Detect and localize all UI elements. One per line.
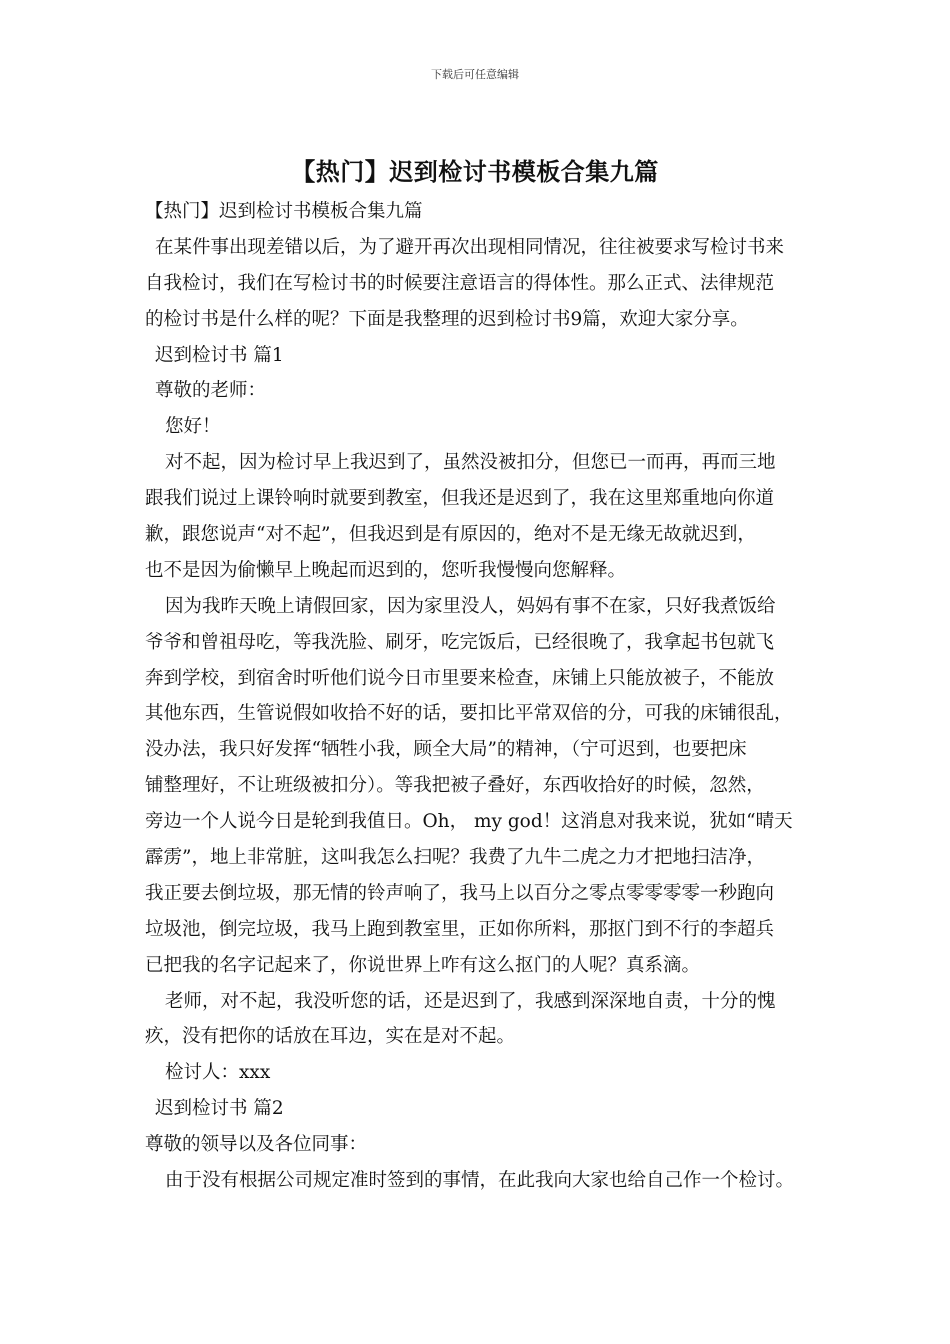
text-line: 跟我们说过上课铃响时就要到教室，但我还是迟到了，我在这里郑重地向你道: [145, 488, 775, 510]
text-line: 疚，没有把你的话放在耳边，实在是对不起。: [145, 1026, 516, 1048]
document-body: [145, 194, 825, 1199]
text-line: 尊敬的老师：: [155, 380, 267, 402]
document-title: 【热门】迟到检讨书模板合集九篇: [291, 157, 659, 186]
header-note: 下载后可任意编辑: [431, 68, 519, 81]
text-line: 老师，对不起，我没听您的话，还是迟到了，我感到深深地自责，十分的愧: [165, 990, 776, 1012]
text-line: 因为我昨天晚上请假回家，因为家里没人，妈妈有事不在家，只好我煮饭给: [165, 595, 776, 617]
text-line: 迟到检讨书 篇2: [155, 1098, 284, 1120]
text-line: 其他东西，生管说假如收拾不好的话，要扣比平常双倍的分，可我的床铺很乱，: [145, 703, 793, 725]
text-line: 尊敬的领导以及各位同事：: [145, 1134, 368, 1156]
text-line: 自我检讨，我们在写检讨书的时候要注意语言的得体性。那么正式、法律规范: [145, 272, 775, 294]
text-line: 已把我的名字记起来了，你说世界上咋有这么抠门的人呢？真系滴。: [145, 954, 701, 976]
text-line: 爷爷和曾祖母吃，等我洗脸、刷牙，吃完饭后，已经很晚了，我拿起书包就飞: [145, 631, 775, 653]
text-line: 我正要去倒垃圾，那无情的铃声响了，我马上以百分之零点零零零零一秒跑向: [145, 882, 775, 904]
text-line: 也不是因为偷懒早上晚起而迟到的，您听我慢慢向您解释。: [145, 559, 627, 581]
text-line: 没办法，我只好发挥“牺牲小我，顾全大局”的精神，（宁可迟到，也要把床: [145, 739, 747, 761]
text-line: 迟到检讨书 篇1: [155, 344, 284, 366]
text-line: 对不起，因为检讨早上我迟到了，虽然没被扣分，但您已一而再，再而三地: [165, 452, 776, 474]
text-line: 由于没有根据公司规定准时签到的事情，在此我向大家也给自己作一个检讨。: [165, 1170, 795, 1192]
text-line: 垃圾池，倒完垃圾，我马上跑到教室里，正如你所料，那抠门到不行的李超兵: [145, 918, 775, 940]
text-line: 歉，跟您说声“对不起”，但我迟到是有原因的，绝对不是无缘无故就迟到，: [145, 524, 756, 546]
text-line: 检讨人：xxx: [165, 1062, 271, 1084]
text-line: 的检讨书是什么样的呢？下面是我整理的迟到检讨书9篇，欢迎大家分享。: [145, 308, 749, 330]
text-line: 您好！: [165, 416, 221, 438]
text-line: 【热门】迟到检讨书模板合集九篇: [145, 201, 423, 222]
text-line: 霹雳”，地上非常脏，这叫我怎么扫呢？我费了九牛二虎之力才把地扫洁净，: [145, 847, 765, 869]
text-line: 铺整理好，不让班级被扣分）。等我把被子叠好，东西收拾好的时候，忽然，: [145, 775, 765, 797]
text-line: 奔到学校，到宿舍时听他们说今日市里要来检查，床铺上只能放被子，不能放: [145, 667, 775, 689]
text-line: 在某件事出现差错以后，为了避开再次出现相同情况，往往被要求写检讨书来: [155, 236, 785, 258]
text-line: 旁边一个人说今日是轮到我值日。Oh， my god！这消息对我来说，犹如“晴天: [145, 811, 793, 833]
